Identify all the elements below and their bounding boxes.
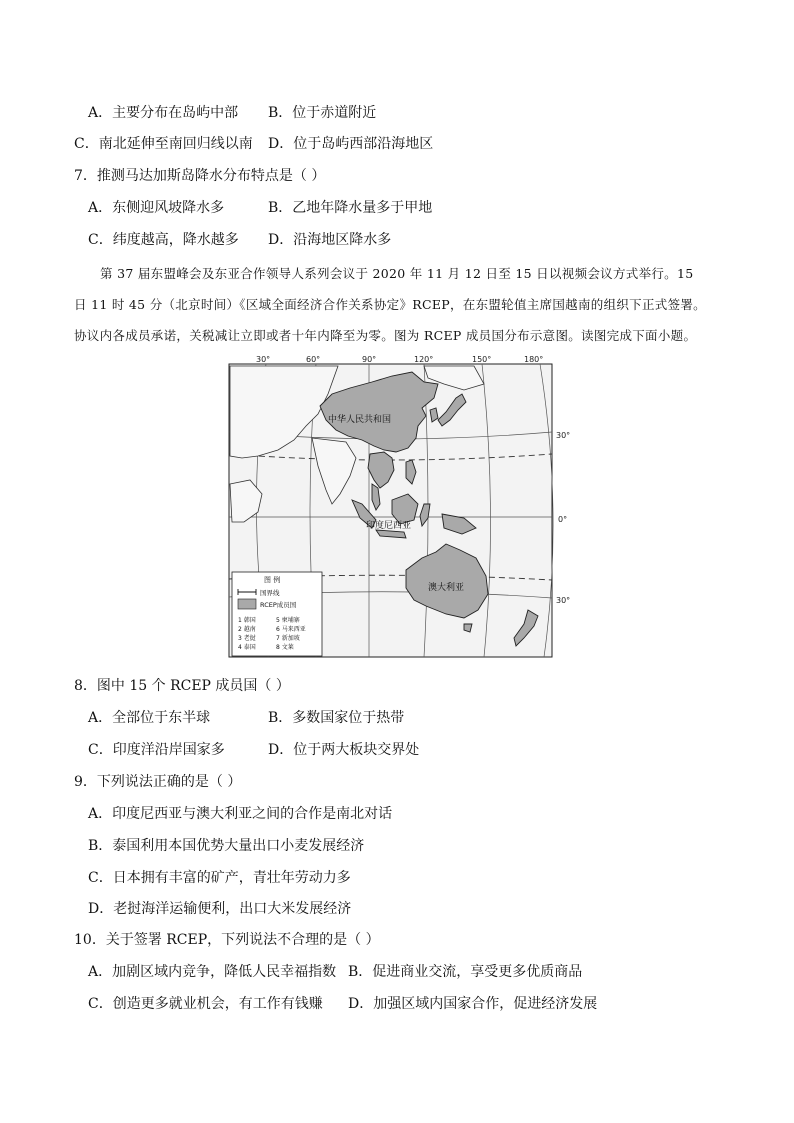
legend-item: 3 老挝 [238, 635, 256, 642]
legend-item: 4 泰国 [238, 644, 256, 651]
q10-option-b: B．促进商业交流，享受更多优质商品 [348, 964, 583, 980]
q9-option-c: C．日本拥有丰富的矿产，青壮年劳动力多 [88, 870, 351, 886]
q8-option-c: C．印度洋沿岸国家多 [88, 742, 225, 758]
rcep-map [228, 354, 666, 658]
q7-option-b: B．乙地年降水量多于甲地 [268, 200, 433, 216]
legend-line-label: 国界线 [260, 589, 280, 597]
q10-option-d: D．加强区域内国家合作，促进经济发展 [348, 996, 598, 1012]
map-legend [232, 572, 322, 656]
lat-label-30n: 30° [556, 431, 571, 440]
q6-option-b: B．位于赤道附近 [268, 105, 377, 121]
label-china: 中华人民共和国 [328, 415, 392, 425]
legend-member-swatch [238, 599, 256, 609]
intro-line-1: 第 37 届东盟峰会及东亚合作领导人系列会议于 2020 年 11 月 12 日至 15 日以视频会议方式举行。15 [100, 266, 694, 281]
lon-label-120: 120° [414, 355, 434, 364]
legend-item: 5 柬埔寨 [276, 617, 300, 624]
q7-option-d: D．沿海地区降水多 [268, 232, 392, 248]
q8-stem: 8．图中 15 个 RCEP 成员国（ ） [74, 678, 290, 694]
q10-stem: 10．关于签署 RCEP，下列说法不合理的是（ ） [74, 932, 380, 948]
lon-label-150: 150° [472, 355, 492, 364]
q7-option-c: C．纬度越高，降水越多 [88, 232, 239, 248]
legend-item: 2 越南 [238, 626, 256, 633]
legend-item: 6 马来西亚 [276, 626, 306, 633]
lon-label-180: 180° [524, 355, 544, 364]
intro-line-2: 日 11 时 45 分（北京时间）《区域全面经济合作关系协定》RCEP，在东盟轮值主席国越南的组织下正式签署。 [74, 297, 706, 312]
legend-item: 8 文莱 [276, 644, 294, 651]
q8-option-d: D．位于两大板块交界处 [268, 742, 420, 758]
legend-title: 图 例 [264, 576, 281, 584]
label-indonesia: 印度尼西亚 [366, 521, 412, 531]
q10-option-c: C．创造更多就业机会，有工作有钱赚 [88, 996, 323, 1012]
q6-option-a: A．主要分布在岛屿中部 [88, 105, 239, 121]
lat-label-30s: 30° [556, 596, 571, 605]
lon-label-90: 90° [362, 355, 377, 364]
intro-line-3: 协议内各成员承诺，关税减让立即或者十年内降至为零。图为 RCEP 成员国分布示意图。读图完成下面小题。 [74, 328, 697, 343]
q9-option-b: B．泰国利用本国优势大量出口小麦发展经济 [88, 838, 365, 854]
q9-stem: 9．下列说法正确的是（ ） [74, 774, 242, 790]
lat-label-0: 0° [558, 515, 568, 524]
rcep-map-figure [228, 354, 666, 658]
legend-item: 7 新加坡 [276, 635, 300, 642]
q6-option-d: D．位于岛屿西部沿海地区 [268, 136, 434, 152]
label-australia: 澳大利亚 [428, 583, 465, 593]
legend-fill-label: RCEP成员国 [260, 601, 297, 609]
q7-stem: 7．推测马达加斯岛降水分布特点是（ ） [74, 168, 326, 184]
q6-option-c: C．南北延伸至南回归线以南 [74, 136, 253, 152]
q9-option-a: A．印度尼西亚与澳大利亚之间的合作是南北对话 [88, 806, 393, 822]
legend-item: 1 韩国 [238, 617, 256, 624]
lon-label-60: 60° [306, 355, 321, 364]
q10-option-a: A．加剧区域内竞争，降低人民幸福指数 [88, 964, 337, 980]
q8-option-b: B．多数国家位于热带 [268, 710, 405, 726]
q7-option-a: A．东侧迎风坡降水多 [88, 200, 225, 216]
lon-label-30: 30° [256, 355, 271, 364]
q9-option-d: D．老挝海洋运输便利，出口大米发展经济 [88, 901, 352, 917]
q8-option-a: A．全部位于东半球 [88, 710, 211, 726]
